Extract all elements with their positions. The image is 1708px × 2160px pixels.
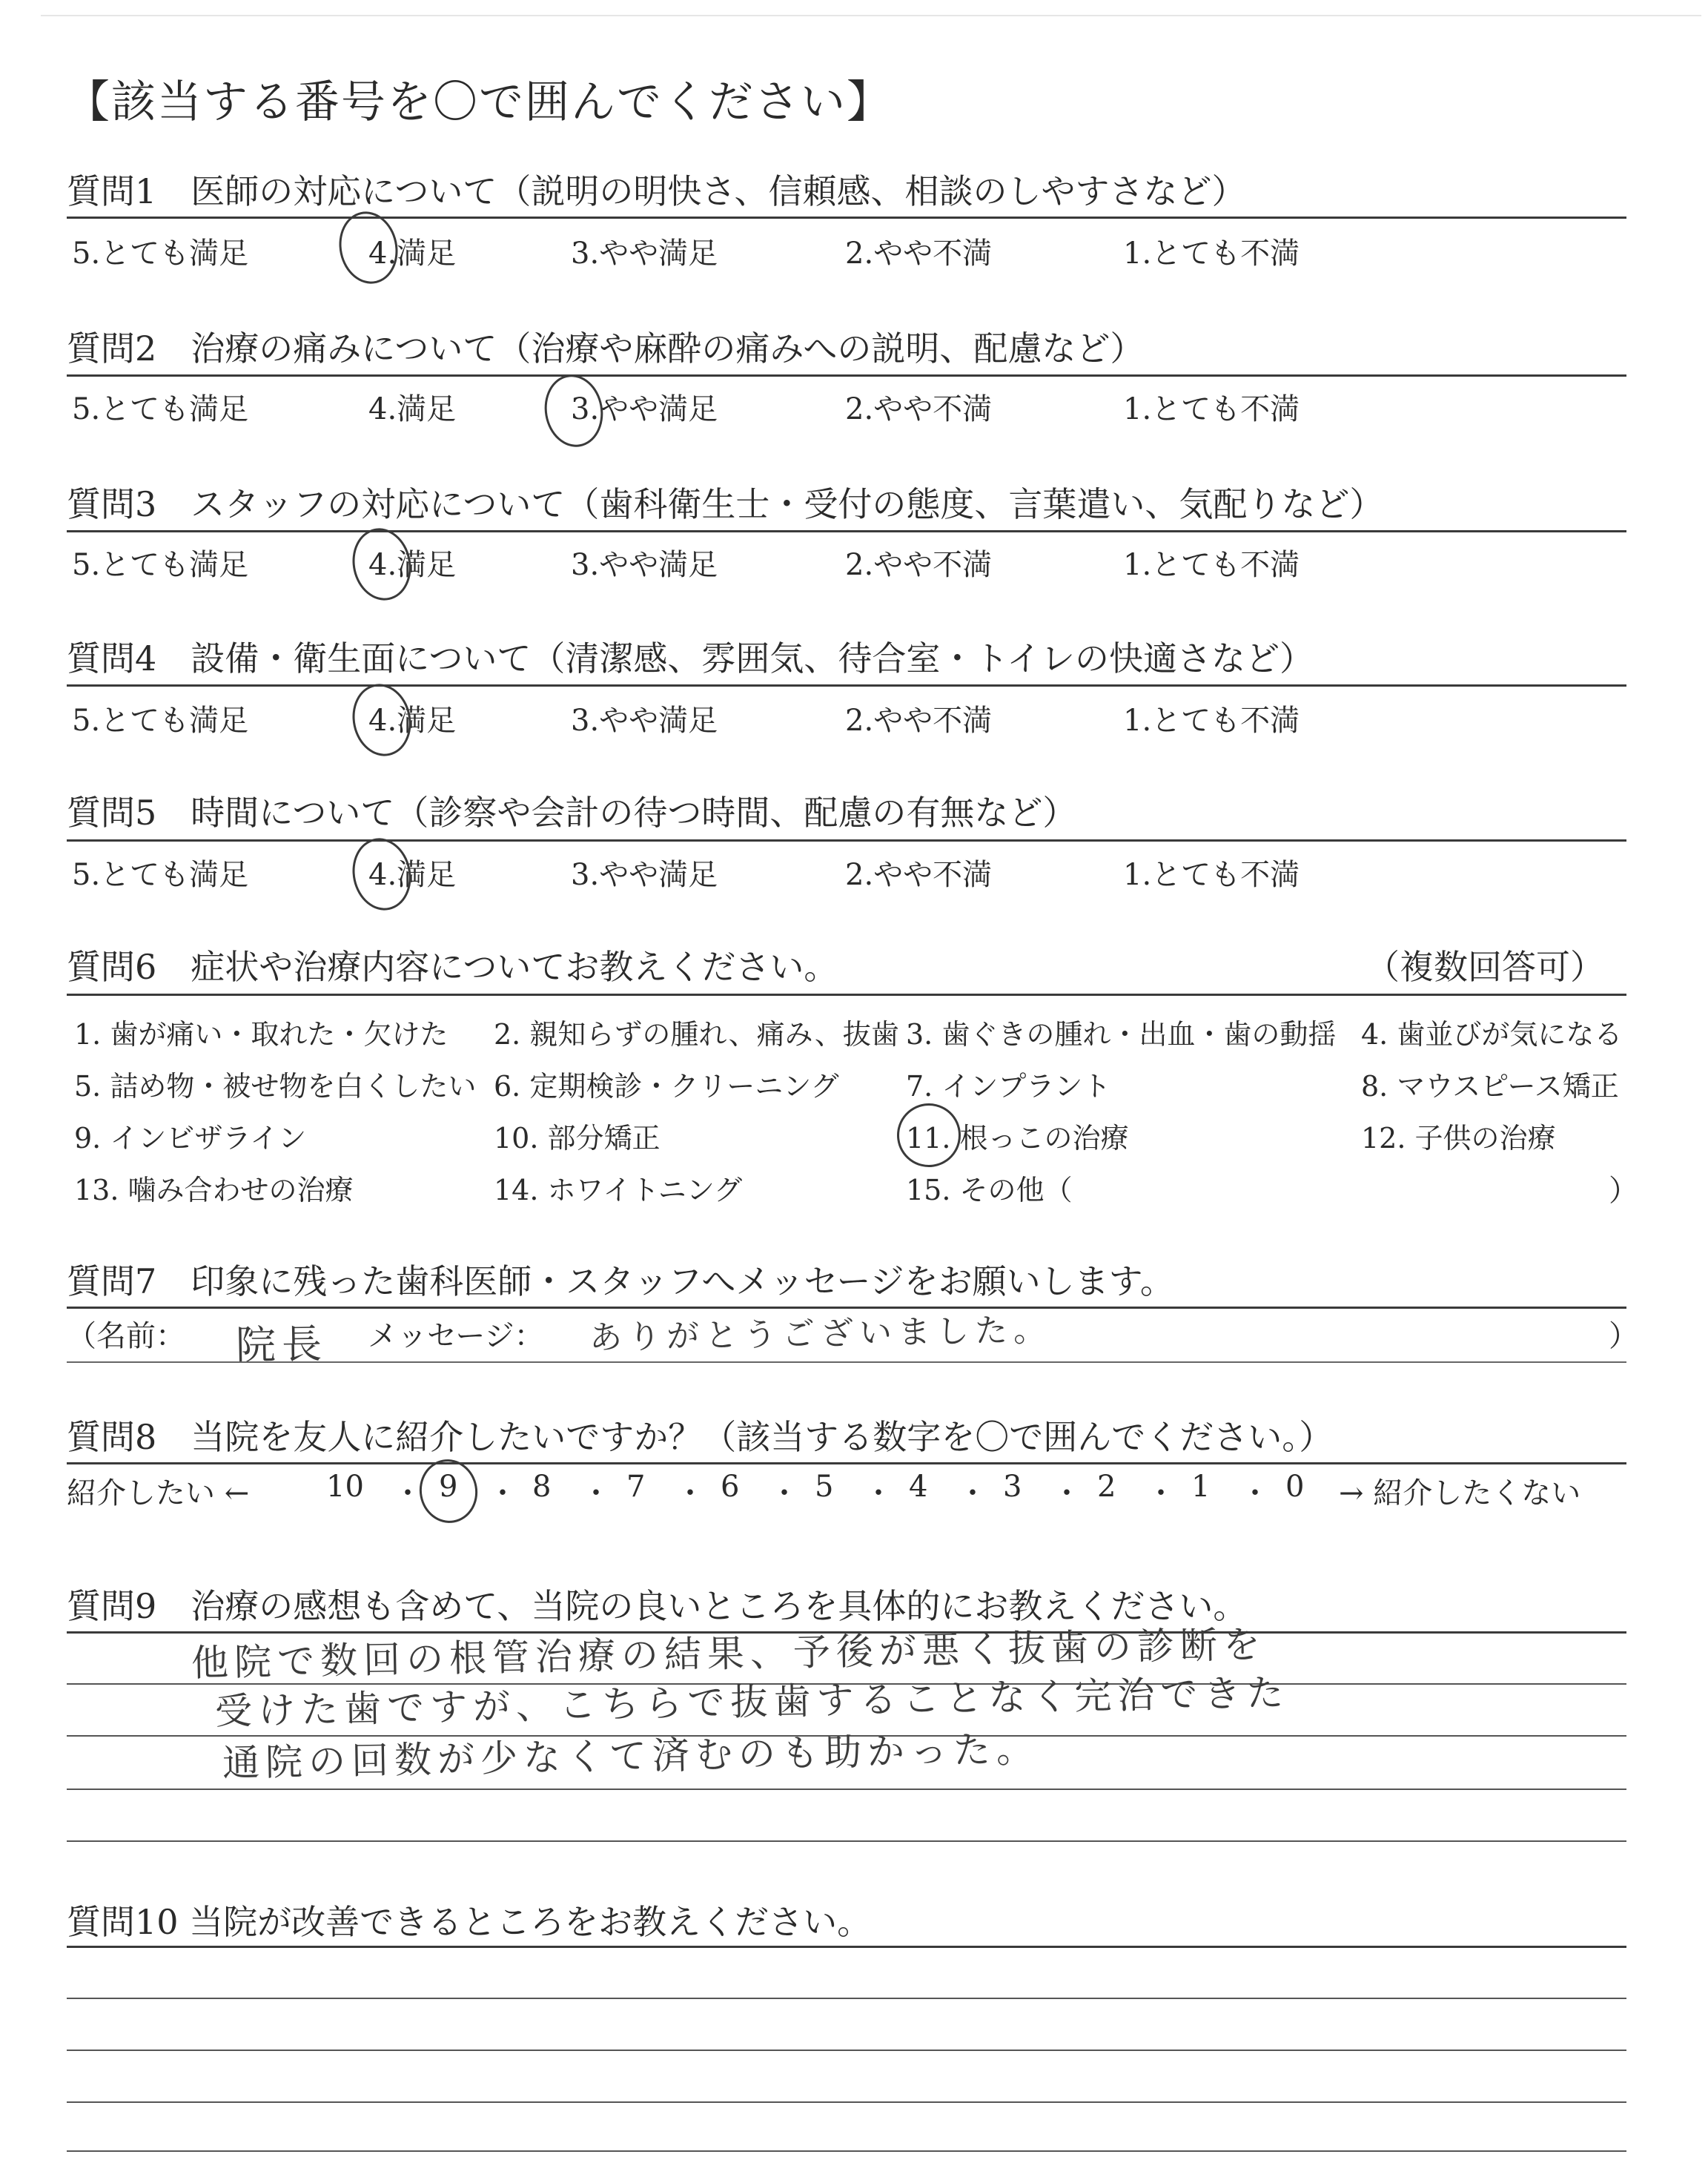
q8-scale-4[interactable]: 4 — [909, 1470, 928, 1504]
q6-multi-answer-note: （複数回答可） — [1366, 947, 1604, 987]
q8-dot: ・ — [769, 1476, 799, 1510]
q3-option-3[interactable]: 3.やや満足 — [571, 548, 718, 582]
q10-title: 質問10 当院が改善できるところをお教えください。 — [67, 1902, 872, 1942]
q5-option-4[interactable]: 4.満足 — [368, 858, 457, 892]
q10-writing-line — [67, 1998, 1626, 1999]
q8-scale-3[interactable]: 3 — [1003, 1470, 1022, 1504]
q10-writing-line — [67, 2150, 1626, 2152]
q7-title: 質問7 印象に残った歯科医師・スタッフへメッセージをお願いします。 — [67, 1261, 1174, 1301]
q6-option-2[interactable]: 2. 親知らずの腫れ、痛み、抜歯 — [494, 1018, 899, 1051]
q5-option-3[interactable]: 3.やや満足 — [571, 858, 718, 892]
q8-selection-circle — [414, 1455, 483, 1527]
q8-dot: ・ — [488, 1476, 517, 1510]
q10-rule — [67, 1946, 1626, 1948]
q8-rule — [67, 1462, 1626, 1464]
q3-option-1[interactable]: 1.とても不満 — [1123, 548, 1300, 582]
q7-message-handwritten: ありがとうございました。 — [589, 1311, 1053, 1357]
q2-title: 質問2 治療の痛みについて（治療や麻酔の痛みへの説明、配慮など） — [67, 328, 1145, 369]
q7-message-label: メッセージ： — [368, 1319, 544, 1353]
q7-close-paren: ） — [1609, 1319, 1638, 1353]
q8-scale-0[interactable]: 0 — [1285, 1470, 1305, 1504]
q9-answer-line-3: 通院の回数が少なくて済むのも助かった。 — [222, 1727, 1040, 1785]
q4-title: 質問4 設備・衛生面について（清潔感、雰囲気、待合室・トイレの快適さなど） — [67, 638, 1314, 678]
q8-scale-9[interactable]: 9 — [439, 1470, 458, 1504]
q4-selection-circle — [346, 678, 418, 762]
survey-heading: 【該当する番号を〇で囲んでください】 — [65, 76, 893, 128]
q1-option-2[interactable]: 2.やや不満 — [845, 237, 993, 271]
q6-option-5[interactable]: 5. 詰め物・被せ物を白くしたい — [74, 1070, 477, 1103]
q7-name-handwritten: 院長 — [235, 1320, 328, 1369]
q10-writing-line — [67, 2050, 1626, 2051]
q6-option-6[interactable]: 6. 定期検診・クリーニング — [494, 1070, 839, 1103]
q2-option-2[interactable]: 2.やや不満 — [845, 392, 993, 426]
q6-option-15[interactable]: 15. その他（ — [906, 1174, 1073, 1206]
q10-writing-line — [67, 2101, 1626, 2103]
q2-option-3[interactable]: 3.やや満足 — [571, 392, 718, 426]
q2-option-5[interactable]: 5.とても満足 — [72, 392, 249, 426]
q2-rule — [67, 374, 1626, 377]
q5-option-2[interactable]: 2.やや不満 — [845, 858, 993, 892]
q1-option-5[interactable]: 5.とても満足 — [72, 237, 249, 271]
q8-dot: ・ — [1240, 1476, 1270, 1510]
q8-scale-8[interactable]: 8 — [532, 1470, 552, 1504]
q5-rule — [67, 839, 1626, 842]
q9-answer-line-1: 他院で数回の根管治療の結果、予後が悪く抜歯の診断を — [191, 1622, 1267, 1685]
q6-other-close-paren: ） — [1609, 1174, 1638, 1208]
q3-selection-circle — [346, 523, 418, 606]
q8-scale-2[interactable]: 2 — [1097, 1470, 1116, 1504]
q8-dot: ・ — [1146, 1476, 1176, 1510]
q4-rule — [67, 684, 1626, 687]
q5-title: 質問5 時間について（診察や会計の待つ時間、配慮の有無など） — [67, 793, 1077, 833]
q8-scale-5[interactable]: 5 — [815, 1470, 834, 1504]
q2-option-4[interactable]: 4.満足 — [368, 392, 457, 426]
q6-rule — [67, 994, 1626, 996]
q8-dot: ・ — [393, 1476, 423, 1510]
q2-selection-circle — [539, 370, 609, 452]
q2-option-1[interactable]: 1.とても不満 — [1123, 392, 1300, 426]
q1-rule — [67, 217, 1626, 219]
q6-option-3[interactable]: 3. 歯ぐきの腫れ・出血・歯の動揺 — [906, 1018, 1337, 1051]
q7-name-label: （名前： — [67, 1319, 185, 1353]
q8-right-label: → 紹介したくない — [1339, 1476, 1581, 1510]
q7-writing-line — [67, 1361, 1626, 1363]
q9-writing-line — [67, 1840, 1626, 1842]
q3-option-4[interactable]: 4.満足 — [368, 548, 457, 582]
q1-title: 質問1 医師の対応について（説明の明快さ、信頼感、相談のしやすさなど） — [67, 171, 1246, 211]
q3-option-2[interactable]: 2.やや不満 — [845, 548, 993, 582]
q4-option-3[interactable]: 3.やや満足 — [571, 704, 718, 738]
q8-scale-10[interactable]: 10 — [326, 1470, 364, 1504]
q9-answer-line-2: 受けた歯ですが、こちらで抜歯することなく完治できた — [214, 1671, 1290, 1733]
q8-dot: ・ — [1052, 1476, 1082, 1510]
top-border — [41, 15, 1701, 16]
q6-option-11[interactable]: 11. 根っこの治療 — [906, 1122, 1129, 1155]
q6-option-13[interactable]: 13. 噛み合わせの治療 — [74, 1174, 354, 1206]
q4-option-1[interactable]: 1.とても不満 — [1123, 704, 1300, 738]
q5-selection-circle — [346, 833, 418, 916]
q6-option-9[interactable]: 9. インビザライン — [74, 1122, 307, 1155]
q4-option-5[interactable]: 5.とても満足 — [72, 704, 249, 738]
q8-dot: ・ — [864, 1476, 893, 1510]
q4-option-4[interactable]: 4.満足 — [368, 704, 457, 738]
q8-title: 質問8 当院を友人に紹介したいですか？（該当する数字を〇で囲んでください。） — [67, 1417, 1334, 1457]
q1-option-1[interactable]: 1.とても不満 — [1123, 237, 1300, 271]
q3-title: 質問3 スタッフの対応について（歯科衛生士・受付の態度、言葉遣い、気配りなど） — [67, 484, 1384, 524]
q6-option-7[interactable]: 7. インプラント — [906, 1070, 1111, 1103]
q6-option-4[interactable]: 4. 歯並びが気になる — [1361, 1018, 1623, 1051]
q6-option-12[interactable]: 12. 子供の治療 — [1361, 1122, 1556, 1155]
q6-option-10[interactable]: 10. 部分矯正 — [494, 1122, 661, 1155]
q6-option-1[interactable]: 1. 歯が痛い・取れた・欠けた — [74, 1018, 448, 1051]
q8-scale-7[interactable]: 7 — [626, 1470, 646, 1504]
q5-option-5[interactable]: 5.とても満足 — [72, 858, 249, 892]
q8-dot: ・ — [581, 1476, 611, 1510]
q8-scale-6[interactable]: 6 — [721, 1470, 740, 1504]
q6-option-14[interactable]: 14. ホワイトニング — [494, 1174, 743, 1206]
q3-rule — [67, 530, 1626, 532]
q6-option-8[interactable]: 8. マウスピース矯正 — [1361, 1070, 1619, 1103]
q9-title: 質問9 治療の感想も含めて、当院の良いところを具体的にお教えください。 — [67, 1586, 1248, 1626]
q6-selection-circle — [893, 1099, 964, 1171]
q5-option-1[interactable]: 1.とても不満 — [1123, 858, 1300, 892]
q4-option-2[interactable]: 2.やや不満 — [845, 704, 993, 738]
q3-option-5[interactable]: 5.とても満足 — [72, 548, 249, 582]
q8-scale-1[interactable]: 1 — [1191, 1470, 1211, 1504]
q1-option-3[interactable]: 3.やや満足 — [571, 237, 718, 271]
q9-writing-line — [67, 1789, 1626, 1790]
q6-title: 質問6 症状や治療内容についてお教えください。 — [67, 947, 838, 987]
q8-dot: ・ — [958, 1476, 987, 1510]
q1-option-4[interactable]: 4.満足 — [368, 237, 457, 271]
q8-dot: ・ — [675, 1476, 705, 1510]
q8-left-label: 紹介したい ← — [67, 1476, 250, 1510]
